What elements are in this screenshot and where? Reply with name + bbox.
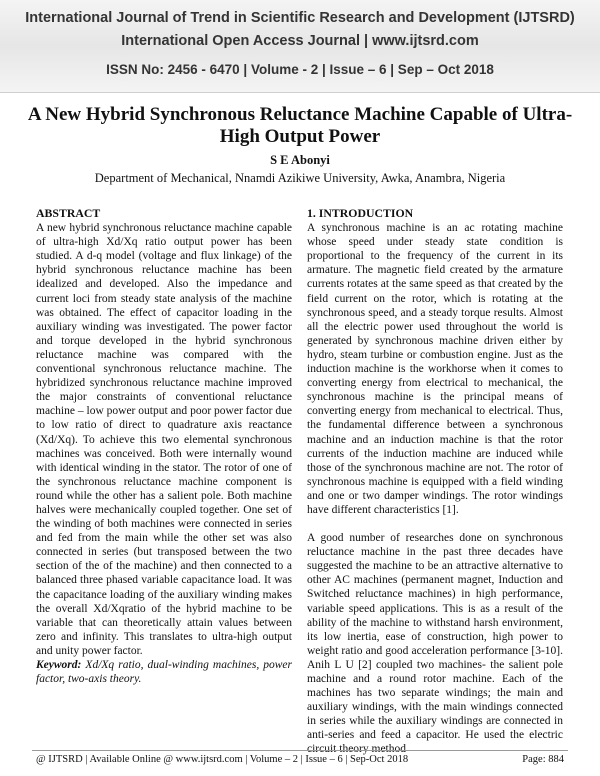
keywords bbox=[36, 658, 292, 686]
abstract-text: A new hybrid synchronous reluctance machine capable of ultra-high Xd/Xq ratio output power has been studied. A d-q model (voltage and flux linkage) of the hybrid synchronous reluctance machine has been idealized and developed. Also the impedance and current loci from steady state analysis of the machine was obtained. The effect of capacitor loading in the auxiliary winding was investigated. The power factor and torque developed in the hybrid synchronous reluctance machine was compared with the conventional synchronous reluctance machine. The hybridized synchronous reluctance machine improved the major constraints of conventional reluctance machine – low power output and poor power factor due to low ratio of direct to quadrature axis reactance (Xd/Xq). To achieve this two elemental synchronous machines was conceived. Both were internally wound with identical winding in the stator. The rotor of one of the synchronous reluctance machine component is round while the other has a salient pole. Both machine halves were mechanically coupled together. One set of the winding of both machines were connected in series and fed from the main while the other set was also connected in series (but transposed between the two section of the of the machine) and then connected to a balanced three phased variable capacitance load. It was the capacitance loading of the auxiliary winding makes the overall Xd/Xqratio of the hybrid machine to be variable that can theoretically attain values between zero and infinity. This translates to ultra-high output and unity power factor. bbox=[36, 222, 292, 657]
keywords-text: Xd/Xq ratio, dual-winding machines, power factor, two-axis theory. bbox=[36, 659, 293, 686]
footer-citation: @ IJTSRD | Available Online @ www.ijtsrd.com | Volume – 2 | Issue – 6 | Sep-Oct 2018 bbox=[36, 754, 409, 765]
introduction-heading: 1. INTRODUCTION bbox=[307, 206, 414, 220]
author-affiliation: Department of Mechanical, Nnamdi Azikiwe University, Awka, Anambra, Nigeria bbox=[94, 171, 506, 185]
introduction-paragraph-2: A good number of researches done on synchronous reluctance machine in the past three decades have suggested the machine to be an attractive alternative to other AC machines (permanent magnet, Induction and Switched reluctance machines) in high performance, variable speed applications. This is as a result of the ability of the machine to withstand harsh environment, its low inertia, ease of construction, high power to weight ratio and good acceleration performance [3-10]. Anih L U [2] coupled two machines- the salient pole machine and a round rotor machine. Each of the machines has two separate windings; the main and auxiliary windings, with the main windings connected in series while the auxiliary windings are connected in anti-series and feed a capacitor. He used the electric bbox=[307, 532, 563, 742]
abstract-heading: ABSTRACT bbox=[36, 206, 101, 220]
left-column bbox=[36, 206, 292, 686]
journal-name: International Journal of Trend in Scientific Research and Development (IJTSRD) bbox=[25, 10, 575, 26]
right-column bbox=[307, 206, 563, 757]
keywords-label: Keyword: bbox=[36, 659, 82, 671]
page-number: Page: 884 bbox=[522, 754, 564, 765]
author-name: S E Abonyi bbox=[270, 153, 330, 167]
introduction-paragraph-1: A synchronous machine is an ac rotating machine whose speed under steady state condition is proportional to the frequency of the current in its armature. The magnetic field created by the armature currents rotates at the same speed as that created by the field current on the rotor, which is rotating at the synchronous speed, and a steady torque results. Almost all the electric power used throughout the world is generated by synchronous machine driven either by hydro, steam turbine or combustion engine. Just as the induction machine is the workhorse when it comes to converting energy from electrical to mechanical, the synchronous machine is the principal means of converting energy from mechanical to electrical. Thus, the fundamental difference between a synchronous machine and an induction machine is that the rotor currents of the induction machine are induced while those of the synchronous machine are not. The rotor of synchronous machine is equipped with a field winding and one or two damper windings. The rotor windings have different characteristics [1]. bbox=[307, 222, 563, 516]
footer-divider bbox=[32, 750, 568, 751]
journal-banner bbox=[0, 0, 600, 93]
paper-title: A New Hybrid Synchronous Reluctance Machine Capable of Ultra-High Output Power bbox=[27, 104, 573, 147]
issn-line: ISSN No: 2456 - 6470 | Volume - 2 | Issue – 6 | Sep – Oct 2018 bbox=[106, 62, 494, 77]
journal-access-line: International Open Access Journal | www.ijtsrd.com bbox=[121, 33, 479, 49]
